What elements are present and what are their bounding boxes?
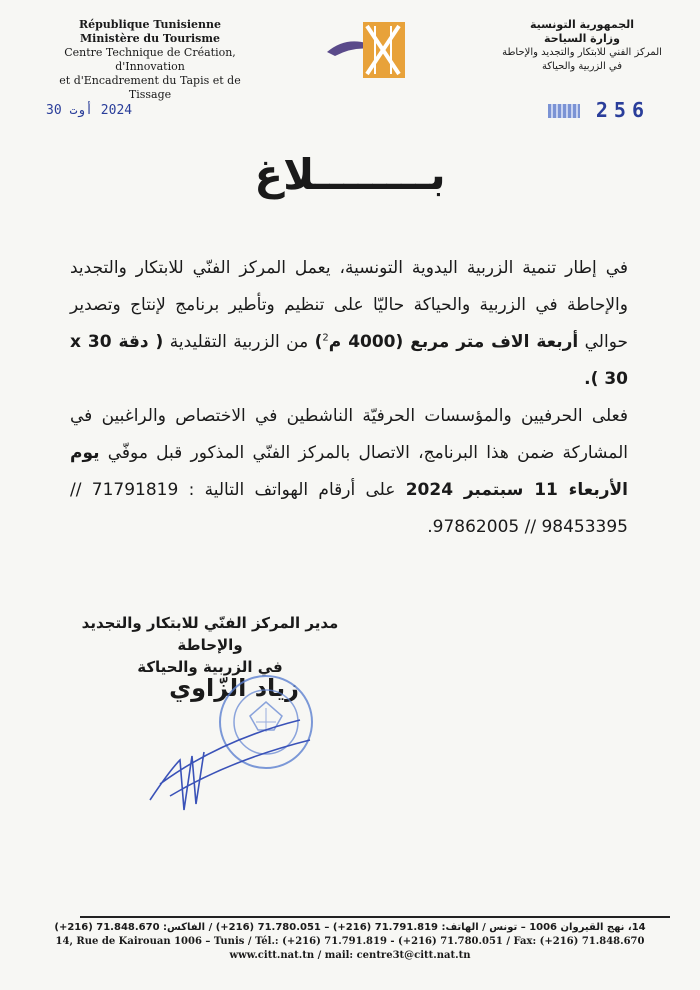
p1-superscript: 2 bbox=[322, 332, 329, 344]
header-ar-centre-2: في الزربية والحياكة bbox=[541, 61, 623, 72]
date-stamp: 2024 أوت 30 bbox=[46, 103, 133, 118]
footer-divider bbox=[80, 916, 670, 918]
p2-text-b: على أرقام الهواتف التالية : 71791819 // 98453395 // 97862005. bbox=[70, 480, 628, 537]
p1-area-bold-close: ) bbox=[314, 332, 323, 352]
footer-web-mail: www.citt.nat.tn / mail: centre3t@citt.nat.tn bbox=[229, 950, 471, 961]
signatory-name: زياد الزّاوي bbox=[169, 674, 299, 702]
p1-density-bold: ( دقة 30 x 30 ). bbox=[70, 332, 628, 389]
header-fr-republic: République Tunisienne bbox=[78, 18, 222, 31]
header-ar-centre-1: المركز الفني للابتكار والتجديد والإحاطة bbox=[502, 47, 662, 58]
p2-text-a: فعلى الحرفيين والمؤسسات الحرفيّة الناشطين في الاختصاص والراغبين في المشاركة ضمن هذا البرنامج، الاتصال بالمركز الفنّي المذكور قبل موفّي bbox=[70, 406, 628, 463]
reference-stamp-box bbox=[548, 104, 580, 118]
footer bbox=[40, 921, 660, 963]
header-fr-centre-2: et d'Encadrement du Tapis et de Tissage bbox=[59, 74, 241, 101]
header-french bbox=[40, 18, 260, 102]
document-title: بــــــــلاغ bbox=[254, 150, 446, 199]
signatory-title-line-1: مدير المركز الفنّي للابتكار والتجديد والإحاطة bbox=[81, 614, 339, 654]
signatory-title bbox=[60, 612, 360, 678]
p1-text-b: من الزربية التقليدية bbox=[163, 332, 315, 352]
paragraph-2 bbox=[70, 398, 628, 546]
header-fr-ministry: Ministère du Tourisme bbox=[79, 32, 220, 45]
header-arabic bbox=[482, 18, 682, 74]
announcement-body bbox=[70, 250, 628, 546]
p1-text-a: في إطار تنمية الزربية اليدوية التونسية، يعمل المركز الفنّي للابتكار والتجديد والإحاطة في الزربية والحياكة حاليّا على تنظيم وتأطير برنامج لإنتاج وتصدير حوالي bbox=[70, 258, 629, 352]
p2-deadline-bold: يوم الأربعاء 11 سبتمبر 2024 bbox=[70, 443, 628, 500]
header-ar-republic: الجمهورية التونسية bbox=[529, 18, 635, 31]
p1-area-bold: أربعة الاف متر مربع (4000 م bbox=[328, 332, 579, 352]
reference-number: 256 bbox=[595, 98, 650, 122]
footer-address-arabic: 14، نهج القيروان 1006 – تونس / الهاتف: 71.791.819 (216+) – 71.780.051 (216+) / الفاكس: 71.848.670 (216+) bbox=[54, 922, 646, 933]
footer-address-french: 14, Rue de Kairouan 1006 – Tunis / Tél.: (+216) 71.791.819 - (+216) 71.780.051 / Fax: (+216) 71.848.670 bbox=[55, 936, 645, 947]
centre-logo-icon bbox=[325, 18, 415, 84]
paragraph-1 bbox=[70, 250, 628, 398]
header-fr-centre-1: Centre Technique de Création, d'Innovation bbox=[64, 46, 236, 73]
handwritten-signature-icon bbox=[140, 700, 340, 820]
header-ar-ministry: وزارة السياحة bbox=[544, 32, 620, 45]
signatory-title-line-2: في الزربية والحياكة bbox=[137, 658, 283, 676]
